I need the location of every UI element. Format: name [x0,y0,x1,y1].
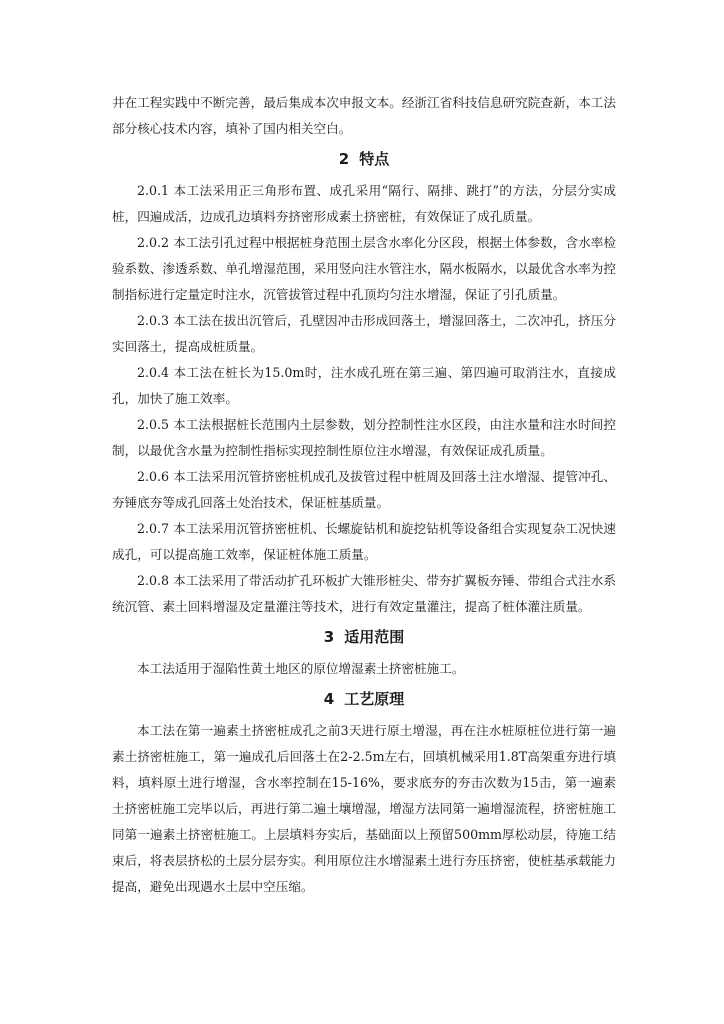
principle-paragraph: 本工法在第一遍素土挤密桩成孔之前3天进行原土增湿，再在注水桩原桩位进行第一遍素土挤密桩施工，第一遍成孔后回落土在2-2.5m左右，回填机械采用1.8T高架重夯进行填料，填料原土进行增湿，含水率控制在15-16%，要求底夯的夯击次数为15击，第一遍素土挤密桩施工完毕以后，再进行第二遍土壤增湿，增湿方法同第一遍增湿流程，挤密桩施工同第一遍素土挤密桩施工。上层填料夯实后，基础面以上预留500mm厚松动层，待施工结束后，将表层挤松的土层分层夯实。利用原位注水增湿素土进行夯压挤密，使桩基承载能力提高，避免出现遇水土层中空压缩。 [112,723,616,894]
intro-paragraph: 井在工程实践中不断完善，最后集成本次申报文本。经浙江省科技信息研究院查新，本工法部分核心技术内容，填补了国内相关空白。 [112,95,616,136]
clause-2-0-7: 2.0.7 本工法采用沉管挤密桩机、长螺旋钻机和旋挖钻机等设备组合实现复杂工况快速成孔，可以提高施工效率，保证桩体施工质量。 [112,521,616,562]
clause-2-0-4: 2.0.4 本工法在桩长为15.0m时，注水成孔班在第三遍、第四遍可取消注水，直接成孔，加快了施工效率。 [112,365,616,406]
clause-2-0-2: 2.0.2 本工法引孔过程中根据桩身范围土层含水率化分区段，根据土体参数，含水率检验系数、渗透系数、单孔增湿范围，采用竖向注水管注水，隔水板隔水，以最优含水率为控制指标进行定量定时注水，沉管拔管过程中孔顶均匀注水增湿，保证了引孔质量。 [112,235,616,302]
clause-2-0-1: 2.0.1 本工法采用正三角形布置、成孔采用“隔行、隔排、跳打”的方法，分层分实成桩，四遍成活，边成孔边填料夯挤密形成素土挤密桩，有效保证了成孔质量。 [112,183,616,224]
section-3-heading [112,626,616,648]
section-number: 4 [323,690,335,708]
section-number: 3 [323,628,335,646]
clause-2-0-8: 2.0.8 本工法采用了带活动扩孔环板扩大锥形桩尖、带夯扩翼板夯锤、带组合式注水系统沉管、素土回料增湿及定量灌注等技术，进行有效定量灌注，提高了桩体灌注质量。 [112,573,616,614]
section-number: 2 [338,150,350,168]
clause-2-0-6: 2.0.6 本工法采用沉管挤密桩机成孔及拔管过程中桩周及回落土注水增湿、提管冲孔、夯锤底夯等成孔回落土处治技术，保证桩基质量。 [112,469,616,510]
clause-2-0-3: 2.0.3 本工法在拔出沉管后，孔壁因冲击形成回落土，增湿回落土，二次冲孔，挤压分实回落土，提高成桩质量。 [112,313,616,354]
section-title: 特点 [359,150,390,168]
section-title: 适用范围 [344,628,405,646]
section-2-heading [112,148,616,170]
section-4-heading [112,688,616,710]
clause-2-0-5: 2.0.5 本工法根据桩长范围内土层参数，划分控制性注水区段，由注水量和注水时间控制，以最优含水量为控制性指标实现控制性原位注水增湿，有效保证成孔质量。 [112,417,616,458]
document-body [112,90,616,900]
scope-paragraph: 本工法适用于湿陷性黄土地区的原位增湿素土挤密桩施工。 [137,661,465,676]
section-title: 工艺原理 [344,690,405,708]
